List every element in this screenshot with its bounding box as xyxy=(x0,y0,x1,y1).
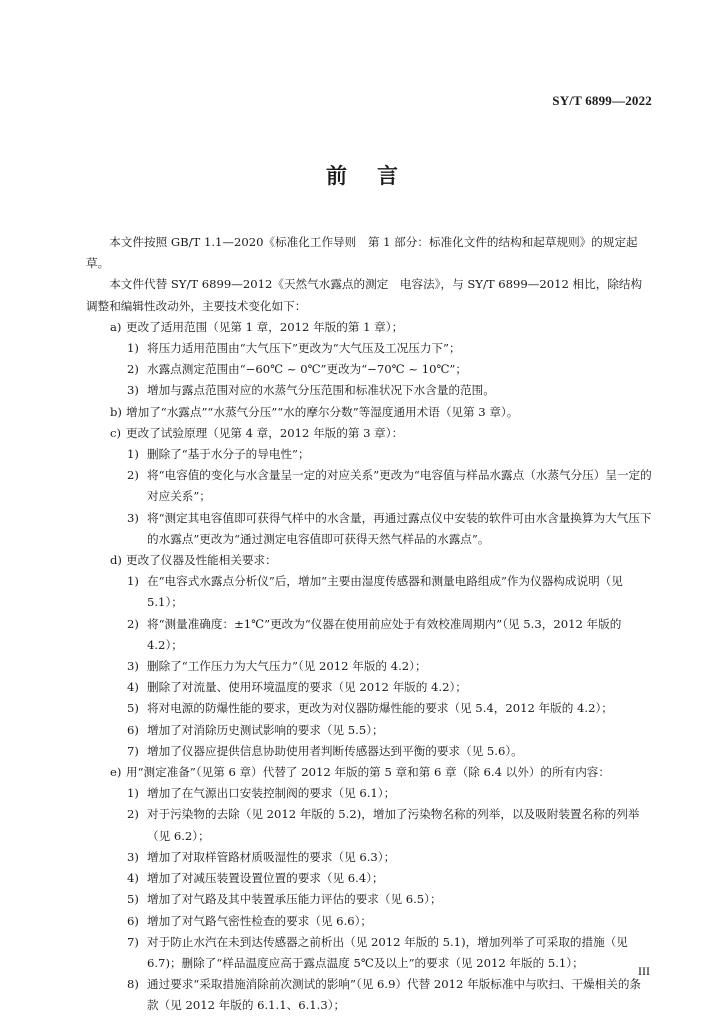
change-subitem-label: 1) xyxy=(127,786,139,801)
change-subitem-text: 增加了仪器应提供信息协助使用者判断传感器达到平衡的要求（见 5.6）。 xyxy=(147,743,523,758)
change-subitem xyxy=(86,338,652,359)
change-subitem xyxy=(86,465,652,507)
page-number: III xyxy=(638,964,650,978)
change-subitem-text: 增加了对消除历史测试影响的要求（见 5.5）； xyxy=(147,722,384,737)
change-subitem xyxy=(86,656,652,677)
change-subitem xyxy=(86,847,652,868)
change-subitem xyxy=(86,932,652,974)
change-subitem xyxy=(86,804,652,846)
change-subitem xyxy=(86,974,652,1016)
change-subitem xyxy=(86,677,652,698)
change-item-label: b) xyxy=(110,404,122,419)
change-subitem-text: 将“电容值的变化与水含量呈一定的对应关系”更改为“电容值与样品水露点（水蒸气分压）呈一定的对应关系”； xyxy=(147,468,652,504)
change-subitem-label: 5) xyxy=(127,892,139,907)
change-subitem-label: 8) xyxy=(127,977,139,992)
change-item xyxy=(86,762,652,783)
change-subitem-label: 6) xyxy=(127,913,139,928)
change-item-label: c) xyxy=(110,425,122,440)
change-subitem xyxy=(86,508,652,550)
change-subitem xyxy=(86,614,652,656)
change-item xyxy=(86,423,652,444)
page-title: 前言 xyxy=(326,164,428,188)
change-subitem xyxy=(86,720,652,741)
change-item-text: 增加了“水露点”“水蒸气分压”“水的摩尔分数”等湿度通用术语（见第 3 章）。 xyxy=(126,404,519,419)
change-item-label: e) xyxy=(110,765,122,780)
change-subitem-label: 3) xyxy=(127,659,139,674)
change-subitem xyxy=(86,741,652,762)
change-subitem-label: 1) xyxy=(127,341,139,356)
change-subitem-text: 对于防止水汽在未到达传感器之前析出（见 2012 年版的 5.1)，增加列举了可采取的措施（见 6.7)；删除了“样品温度应高于露点温度 5℃及以上”的要求（见 2012 年版的 5.1）； xyxy=(147,934,628,970)
change-subitem-text: 将压力适用范围由“大气压下”更改为“大气压及工况压力下”； xyxy=(147,341,461,356)
change-subitem-label: 1) xyxy=(127,447,139,462)
change-subitem-label: 2) xyxy=(127,468,139,483)
foreword-body xyxy=(86,232,652,1017)
change-subitem-label: 4) xyxy=(127,680,139,695)
changes-list xyxy=(86,317,652,1017)
change-subitem-text: 对于污染物的去除（见 2012 年版的 5.2)，增加了污染物名称的列举，以及吸附装置名称的列举（见 6.2）； xyxy=(147,807,640,843)
change-subitem-label: 7) xyxy=(127,743,139,758)
change-item-text: 更改了仪器及性能相关要求： xyxy=(126,553,277,568)
change-subitem-label: 1) xyxy=(127,574,139,589)
change-subitem xyxy=(86,911,652,932)
change-subitem-text: 将“测定其电容值即可获得气样中的水含量，再通过露点仪中安装的软件可由水含量换算为大气压下的水露点”更改为“通过测定电容值即可获得天然气样品的水露点”。 xyxy=(147,510,652,546)
intro-paragraph: 本文件按照 GB/T 1.1—2020《标准化工作导则 第 1 部分：标准化文件的结构和起草规则》的规定起草。 xyxy=(86,235,638,271)
change-item xyxy=(86,317,652,338)
change-item-text: 更改了试验原理（见第 4 章，2012 年版的第 3 章）： xyxy=(126,425,404,440)
change-subitem xyxy=(86,783,652,804)
change-subitem-text: 删除了对流量、使用环境温度的要求（见 2012 年版的 4.2）； xyxy=(147,680,467,695)
change-item-label: d) xyxy=(110,553,122,568)
change-subitem-text: 删除了“工作压力为大气压力”（见 2012 年版的 4.2）； xyxy=(147,659,427,674)
change-subitem-text: 将对电源的防爆性能的要求，更改为对仪器防爆性能的要求（见 5.4，2012 年版的 4.2）； xyxy=(147,701,613,716)
change-subitem xyxy=(86,868,652,889)
change-subitem xyxy=(86,698,652,719)
change-subitem-text: 在“电容式水露点分析仪”后，增加“主要由湿度传感器和测量电路组成”作为仪器构成说明（见 5.1）； xyxy=(147,574,623,610)
change-subitem-text: 增加了对气路气密性检查的要求（见 6.6）； xyxy=(147,913,373,928)
change-item xyxy=(86,550,652,571)
change-subitem xyxy=(86,889,652,910)
replacement-paragraph: 本文件代替 SY/T 6899—2012《天然气水露点的测定 电容法》，与 SY/T 6899—2012 相比，除结构调整和编辑性改动外，主要技术变化如下： xyxy=(86,277,643,313)
change-subitem xyxy=(86,380,652,401)
change-subitem-label: 3) xyxy=(127,849,139,864)
change-subitem xyxy=(86,444,652,465)
change-subitem-text: 增加了在气源出口安装控制阀的要求（见 6.1）； xyxy=(147,786,396,801)
standard-code: SY/T 6899—2022 xyxy=(552,93,652,108)
change-subitem-label: 3) xyxy=(127,383,139,398)
change-subitem-label: 2) xyxy=(127,616,139,631)
change-subitem-label: 7) xyxy=(127,934,139,949)
change-item-text: 用“测定准备”（见第 6 章）代替了 2012 年版的第 5 章和第 6 章（除 6.4 以外）的所有内容： xyxy=(126,765,610,780)
change-item-text: 更改了适用范围（见第 1 章，2012 年版的第 1 章）； xyxy=(126,319,404,334)
change-subitem-text: 增加与露点范围对应的水蒸气分压范围和标准状况下水含量的范围。 xyxy=(147,383,495,398)
change-subitem-text: 水露点测定范围由“−60℃ ~ 0℃”更改为“−70℃ ~ 10℃”； xyxy=(147,362,467,377)
change-subitem-label: 3) xyxy=(127,510,139,525)
change-subitem-label: 2) xyxy=(127,807,139,822)
change-subitem-text: 通过要求“采取措施消除前次测试的影响”（见 6.9）代替 2012 年版标准中与吹扫、干燥相关的条款（见 2012 年版的 6.1.1、6.1.3）； xyxy=(147,977,642,1013)
change-subitem-text: 增加了对取样管路材质吸湿性的要求（见 6.3）； xyxy=(147,849,396,864)
change-subitem-text: 将“测量准确度：±1℃”更改为“仪器在使用前应处于有效校准周期内”（见 5.3，2012 年版的 4.2）； xyxy=(147,616,622,652)
change-subitem-label: 6) xyxy=(127,722,139,737)
change-subitem xyxy=(86,359,652,380)
change-subitem-text: 增加了对气路及其中装置承压能力评估的要求（见 6.5）； xyxy=(147,892,442,907)
change-subitem xyxy=(86,571,652,613)
change-item xyxy=(86,402,652,423)
change-subitem-text: 增加了对减压装置设置位置的要求（见 6.4）； xyxy=(147,871,384,886)
change-subitem-text: 删除了“基于水分子的导电性”； xyxy=(147,447,310,462)
change-subitem-label: 2) xyxy=(127,362,139,377)
change-subitem-label: 4) xyxy=(127,871,139,886)
change-subitem-label: 5) xyxy=(127,701,139,716)
change-item-label: a) xyxy=(110,319,122,334)
